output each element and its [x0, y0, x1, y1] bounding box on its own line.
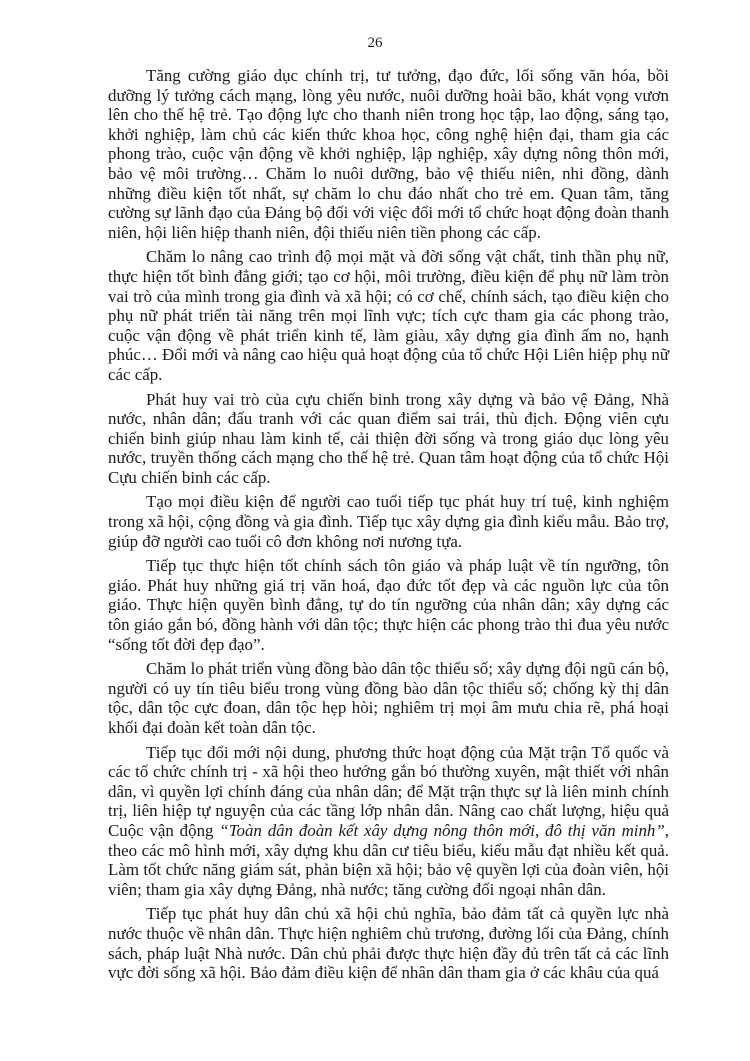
paragraph-women: Chăm lo nâng cao trình độ mọi mặt và đời sống vật chất, tinh thần phụ nữ, thực hiện tốt bình đẳng giới; tạo cơ hội, môi trường, điều kiện để phụ nữ làm tròn vai trò của mình trong gia đình và xã hội; có cơ chế, chính sách, tạo điều kiện cho phụ nữ phát triển tài năng trên mọi lĩnh vực; tích cực tham gia các phong trào, cuộc vận động về phát triển kinh tế, làm giàu, xây dựng gia đình ấm no, hạnh phúc… Đổi mới và nâng cao hiệu quả hoạt động của tổ chức Hội Liên hiệp phụ nữ các cấp. — [108, 247, 669, 384]
document-body — [108, 66, 669, 983]
paragraph-ethnic-minorities: Chăm lo phát triển vùng đồng bào dân tộc thiểu số; xây dựng đội ngũ cán bộ, người có uy tín tiêu biểu trong vùng đồng bào dân tộc thiểu số; chống kỳ thị dân tộc, dân tộc cực đoan, dân tộc hẹp hòi; nghiêm trị mọi âm mưu chia rẽ, phá hoại khối đại đoàn kết toàn dân tộc. — [108, 659, 669, 737]
paragraph-veterans: Phát huy vai trò của cựu chiến binh trong xây dựng và bảo vệ Đảng, Nhà nước, nhân dân; đấu tranh với các quan điểm sai trái, thù địch. Động viên cựu chiến binh giúp nhau làm kinh tế, cải thiện đời sống và trong giáo dục lòng yêu nước, truyền thống cách mạng cho thế hệ trẻ. Quan tâm hoạt động của tổ chức Hội Cựu chiến binh các cấp. — [108, 389, 669, 487]
fatherland-front-text-end: , theo các mô hình mới, xây dựng khu dân cư tiêu biểu, kiểu mẫu đạt nhiều kết quả. Làm tốt chức năng giám sát, phản biện xã hội; bảo vệ quyền lợi của đoàn viên, hội viên; tham gia xây dựng Đảng, nhà nước; tăng cường đối ngoại nhân dân. — [108, 820, 669, 899]
paragraph-democracy: Tiếp tục phát huy dân chủ xã hội chủ nghĩa, bảo đảm tất cả quyền lực nhà nước thuộc về nhân dân. Thực hiện nghiêm chủ trương, đường lối của Đảng, chính sách, pháp luật Nhà nước. Dân chủ phải được thực hiện đầy đủ trên tất cả các lĩnh vực đời sống xã hội. Bảo đảm điều kiện để nhân dân tham gia ở các khâu của quá — [108, 904, 669, 983]
page-number: 26 — [367, 35, 383, 51]
fatherland-front-text-start: Tiếp tục đổi mới nội dung, phương thức hoạt động của Mặt trận Tổ quốc và các tổ chức chính trị - xã hội theo hướng gắn bó thường xuyên, mật thiết với nhân dân, vì quyền lợi chính đáng của nhân dân; để Mặt trận thực sự là liên minh chính trị, liên hiệp tự nguyện của các tầng lớp nhân dân. Nâng cao chất lượng, hiệu quả Cuộc vận động — [108, 742, 669, 840]
paragraph-youth-education: Tăng cường giáo dục chính trị, tư tưởng, đạo đức, lối sống văn hóa, bồi dưỡng lý tưởng cách mạng, lòng yêu nước, nuôi dưỡng hoài bão, khát vọng vươn lên cho thế hệ trẻ. Tạo động lực cho thanh niên trong học tập, lao động, sáng tạo, khởi nghiệp, làm chủ các kiến thức khoa học, công nghệ hiện đại, tham gia các phong trào, cuộc vận động về khởi nghiệp, lập nghiệp, xây dựng nông thôn mới, bảo vệ môi trường… Chăm lo nuôi dưỡng, bảo vệ thiếu niên, nhi đồng, dành những điều kiện tốt nhất, sự chăm lo chu đáo nhất cho trẻ em. Quan tâm, tăng cường sự lãnh đạo của Đảng bộ đối với việc đổi mới tổ chức hoạt động đoàn thanh niên, hội liên hiệp thanh niên, đội thiếu niên tiền phong các cấp. — [108, 66, 669, 242]
paragraph-elderly: Tạo mọi điều kiện để người cao tuổi tiếp tục phát huy trí tuệ, kinh nghiệm trong xã hội, cộng đồng và gia đình. Tiếp tục xây dựng gia đình kiểu mẫu. Bảo trợ, giúp đỡ người cao tuổi cô đơn không nơi nương tựa. — [108, 492, 669, 551]
paragraph-religion: Tiếp tục thực hiện tốt chính sách tôn giáo và pháp luật về tín ngưỡng, tôn giáo. Phát huy những giá trị văn hoá, đạo đức tốt đẹp và các nguồn lực của tôn giáo. Thực hiện quyền bình đẳng, tự do tín ngưỡng của nhân dân; xây dựng các tôn giáo gắn bó, đồng hành với dân tộc; thực hiện các phong trào thi đua yêu nước “sống tốt đời đẹp đạo”. — [108, 556, 669, 654]
paragraph-fatherland-front — [108, 743, 669, 900]
campaign-name-italic: “Toàn dân đoàn kết xây dựng nông thôn mới, đô thị văn minh” — [219, 820, 665, 840]
